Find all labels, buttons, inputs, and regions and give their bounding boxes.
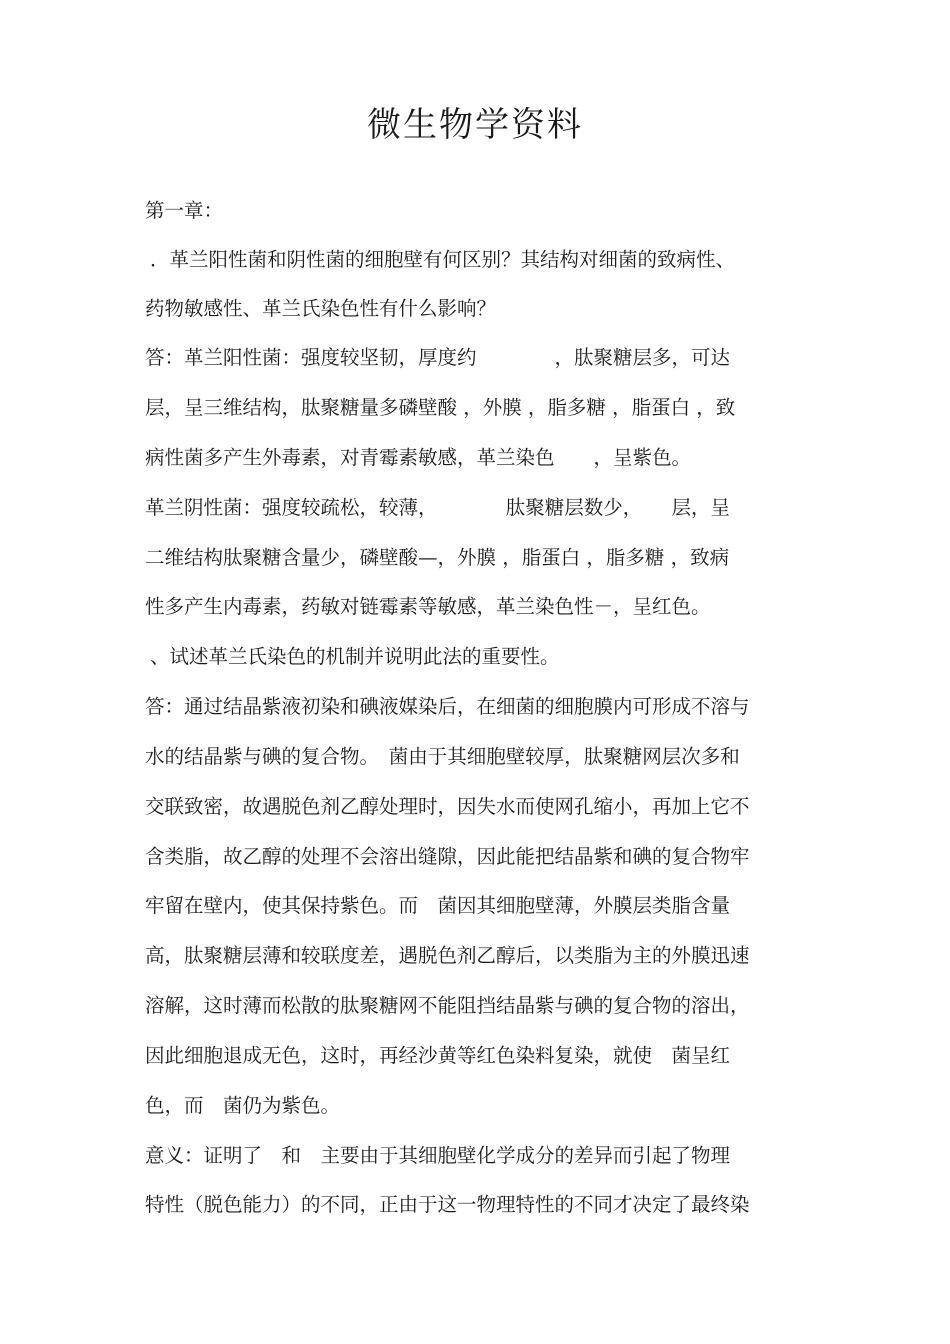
answer-1-line-4: 革兰阴性菌：强度较疏松，较薄， 肽聚糖层数少， 层，呈 [145, 496, 731, 519]
answer-2-line-3: 交联致密，故遇脱色剂乙醇处理时，因失水而使网孔缩小，再加上它不 [145, 795, 750, 818]
answer-1-line-2: 层，呈三维结构，肽聚糖量多磷壁酸 ，外膜 ，脂多糖 ，脂蛋白 ，致 [145, 396, 736, 419]
answer-2-line-8: 因此细胞退成无色，这时，再经沙黄等红色染料复染，就使 菌呈红 [145, 1044, 731, 1067]
answer-2-line-1: 答：通过结晶紫液初染和碘液媒染后，在细菌的细胞膜内可形成不溶与 [145, 695, 750, 718]
answer-2-line-6: 高，肽聚糖层薄和较联度差，遇脱色剂乙醇后，以类脂为主的外膜迅速 [145, 944, 750, 967]
question-2-line-1: 、试述革兰氏染色的机制并说明此法的重要性。 [150, 645, 560, 668]
answer-2-line-7: 溶解，这时薄而松散的肽聚糖网不能阻挡结晶紫与碘的复合物的溶出， [145, 994, 750, 1017]
page-title: 微生物学资料 [367, 105, 583, 145]
chapter-heading: 第一章： [145, 199, 224, 222]
answer-2-line-5: 牢留在壁内，使其保持紫色。而 菌因其细胞壁薄，外膜层类脂含量 [145, 894, 731, 917]
answer-2-line-9: 色，而 菌仍为紫色。 [145, 1094, 341, 1117]
significance-line-2: 特性（脱色能力）的不同，正由于这一物理特性的不同才决定了最终染 [145, 1193, 750, 1216]
question-1-line-2: 药物敏感性、革兰氏染色性有什么影响？ [145, 297, 497, 320]
significance-line-1: 意义：证明了 和 主要由于其细胞壁化学成分的差异而引起了物理 [145, 1144, 731, 1167]
answer-1-line-3: 病性菌多产生外毒素，对青霉素敏感，革兰染色 ，呈紫色。 [145, 446, 692, 469]
question-1-line-1: ．革兰阳性菌和阴性菌的细胞壁有何区别？其结构对细菌的致病性、 [150, 248, 736, 271]
answer-1-line-6: 性多产生内毒素，药敏对链霉素等敏感，革兰染色性－，呈红色。 [145, 595, 711, 618]
answer-1-line-5: 二维结构肽聚糖含量少，磷壁酸—，外膜 ，脂蛋白 ，脂多糖 ，致病 [145, 546, 730, 569]
answer-1-line-1: 答：革兰阳性菌：强度较坚韧，厚度约 ，肽聚糖层多，可达 [145, 346, 731, 369]
answer-2-line-2: 水的结晶紫与碘的复合物。 菌由于其细胞壁较厚，肽聚糖网层次多和 [145, 745, 740, 768]
answer-2-line-4: 含类脂，故乙醇的处理不会溶出缝隙，因此能把结晶紫和碘的复合物牢 [145, 845, 750, 868]
